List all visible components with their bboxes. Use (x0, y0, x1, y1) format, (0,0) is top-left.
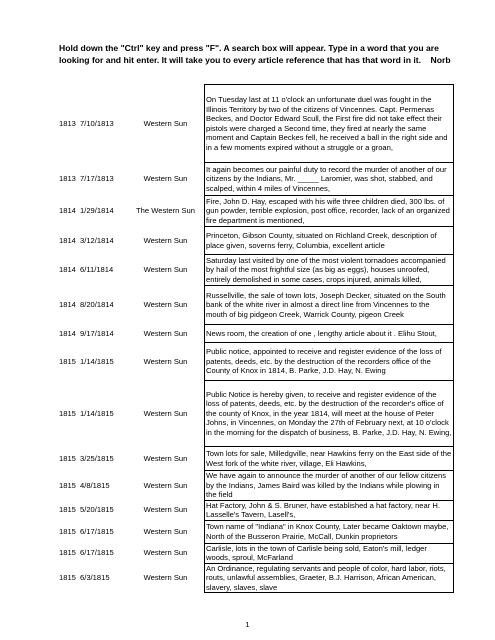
table-row (58, 255, 454, 286)
year-cell: 1815 (59, 408, 76, 418)
table-row (58, 343, 454, 381)
table-row (58, 447, 454, 471)
table-row (58, 520, 454, 543)
date-cell: 1/14/1815 (80, 408, 114, 418)
newspaper-cell: Western Sun (143, 408, 188, 418)
table-row (58, 381, 454, 447)
year-cell: 1815 (59, 548, 76, 558)
page-number: 1 (245, 620, 250, 629)
newspaper-cell: Western Sun (143, 265, 188, 275)
table-row (58, 325, 454, 343)
article-description-cell: An Ordinance, regulating servants and people of color, hard labor, riots, routs, unlawful assemblies, Graeter, B.J. Harrison, African American, slavery, slaves, slave (205, 563, 454, 593)
date-cell: 1/29/1814 (80, 206, 114, 216)
table-row (58, 543, 454, 563)
table-row (58, 563, 454, 593)
date-cell: 9/17/1814 (80, 328, 114, 338)
article-description-cell: Hat Factory, John & S. Bruner, have established a hat factory, near H. Lasselle's Tavern, Lasell's, (205, 500, 454, 520)
table-row (58, 471, 454, 501)
table-row (58, 500, 454, 520)
article-index-table (58, 84, 454, 593)
date-cell: 8/20/1814 (80, 300, 114, 310)
author-name: Norb (430, 55, 451, 65)
year-cell: 1815 (59, 573, 76, 582)
date-cell: 6/17/1815 (80, 548, 114, 558)
newspaper-cell: Western Sun (143, 328, 188, 338)
table-row (58, 196, 454, 227)
article-description-cell: Saturday last visited by one of the most violent tornadoes accompanied by hail of the most frightful size (as big as eggs), houses unroofed, entirely demolished in some cases, crops injured, animals killed, (205, 255, 454, 286)
instructions-text: Hold down the "Ctrl" key and press "F". A search box will appear. Type in a word that you are looking for and hit enter. It will take you to every article reference that has that word in it. (59, 43, 439, 65)
newspaper-cell: Western Sun (143, 356, 188, 366)
article-description-cell: Russellville, the sale of town lots, Joseph Decker, situated on the South bank of the white river in almost a direct line from Vincennes to the mouth of big pidgeon Creek, Warrick County, pigeon Creek (205, 286, 454, 325)
article-description-cell: It again becomes our painful duty to record the murder of another of our citizens by the Indians, Mr. _____ Laromier, was shot, stabbed, and scalped, within 4 miles of Vincennes, (205, 163, 454, 196)
year-cell: 1814 (59, 235, 76, 245)
year-cell: 1814 (59, 206, 76, 216)
date-cell: 4/8/1815 (80, 480, 110, 490)
newspaper-cell: Western Sun (143, 548, 188, 558)
year-cell: 1814 (59, 328, 76, 338)
table-row (58, 227, 454, 255)
newspaper-cell: Western Sun (143, 235, 188, 245)
year-cell: 1815 (59, 526, 76, 536)
date-cell: 7/10/1813 (80, 118, 114, 128)
article-description-cell: Town lots for sale, Milledgville, near Hawkins ferry on the East side of the West fork of the white river, village, Eli Hawkins, (205, 447, 454, 471)
year-cell: 1813 (59, 118, 76, 128)
article-description-cell: Carlisle, lots in the town of Carlisle being sold, Eaton's mill, ledger woods, sproul, McFarland (205, 543, 454, 563)
newspaper-cell: Western Sun (143, 118, 188, 128)
newspaper-cell: Western Sun (143, 480, 188, 490)
instructions-header (59, 42, 455, 66)
newspaper-cell: Western Sun (143, 300, 188, 310)
article-description-cell: Fire, John D. Hay, escaped with his wife three children died, 300 lbs. of gun powder, terrible explosion, post office, recorder, lack of an organized fire department is mentioned, (205, 196, 454, 227)
newspaper-cell: Western Sun (143, 526, 188, 536)
year-cell: 1814 (59, 265, 76, 275)
year-cell: 1815 (59, 453, 76, 463)
date-cell: 5/20/1815 (80, 505, 114, 515)
newspaper-cell: Western Sun (143, 174, 188, 184)
article-description-cell: Princeton, Gibson County, situated on Richland Creek, description of place given, soverns ferry, Columbia, excellent article (205, 227, 454, 255)
table-row (58, 286, 454, 325)
table-row (58, 163, 454, 196)
date-cell: 7/17/1813 (80, 174, 114, 184)
newspaper-cell: Western Sun (143, 505, 188, 515)
date-cell: 6/3/1815 (80, 573, 110, 582)
date-cell: 6/17/1815 (80, 526, 114, 536)
article-description-cell: On Tuesday last at 11 o'clock an unfortunate duel was fought in the Illinois Territory by two of the citizens of Vincennes. Capt. Permenas Beckes, and Doctor Edward Scull, the First fire did not take effect their pistols were charged a Second time, they fired at nearly the same moment and Captain Beckes fell, he received a ball in the right side and in a few moments expired without a struggle or a groan, (205, 85, 454, 163)
newspaper-cell: The Western Sun (136, 206, 195, 216)
article-description-cell: News room, the creation of one , lengthy article about it . Elihu Stout, (205, 325, 454, 343)
newspaper-cell: Western Sun (143, 573, 188, 582)
year-cell: 1815 (59, 505, 76, 515)
article-description-cell: We have again to announce the murder of another of our fellow citizens by the Indians, James Baird was killed by the Indians while plowing in the field (205, 471, 454, 501)
article-index-body (58, 85, 454, 593)
year-cell: 1814 (59, 300, 76, 310)
date-cell: 3/25/1815 (80, 453, 114, 463)
table-row (58, 85, 454, 163)
year-cell: 1815 (59, 480, 76, 490)
newspaper-cell: Western Sun (143, 453, 188, 463)
year-cell: 1813 (59, 174, 76, 184)
article-description-cell: Public notice, appointed to receive and register evidence of the loss of patents, deeds, etc. by the destruction of the recorders office of the County of Knox in 1814, B. Parke, J.D. Hay, N. Ewing (205, 343, 454, 381)
date-cell: 1/14/1815 (80, 356, 114, 366)
article-description-cell: Public Notice is hereby given, to receive and register evidence of the loss of patents, deeds, etc. by the destruction of the recorder's office of the county of Knox, in the year 1814, will meet at the house of Peter Johns, in Vincennes, on Monday the 27th of February next, at 10 o'clock in the morning for the dispatch of business, B. Parke, J.D. Hay, N. Ewing, (205, 381, 454, 447)
date-cell: 3/12/1814 (80, 235, 114, 245)
date-cell: 6/11/1814 (80, 265, 114, 275)
year-cell: 1815 (59, 356, 76, 366)
article-description-cell: Town name of "Indiana" in Knox County, Later became Oaktown maybe, North of the Busseron Prairie, McCall, Dunkin proprietors (205, 520, 454, 543)
